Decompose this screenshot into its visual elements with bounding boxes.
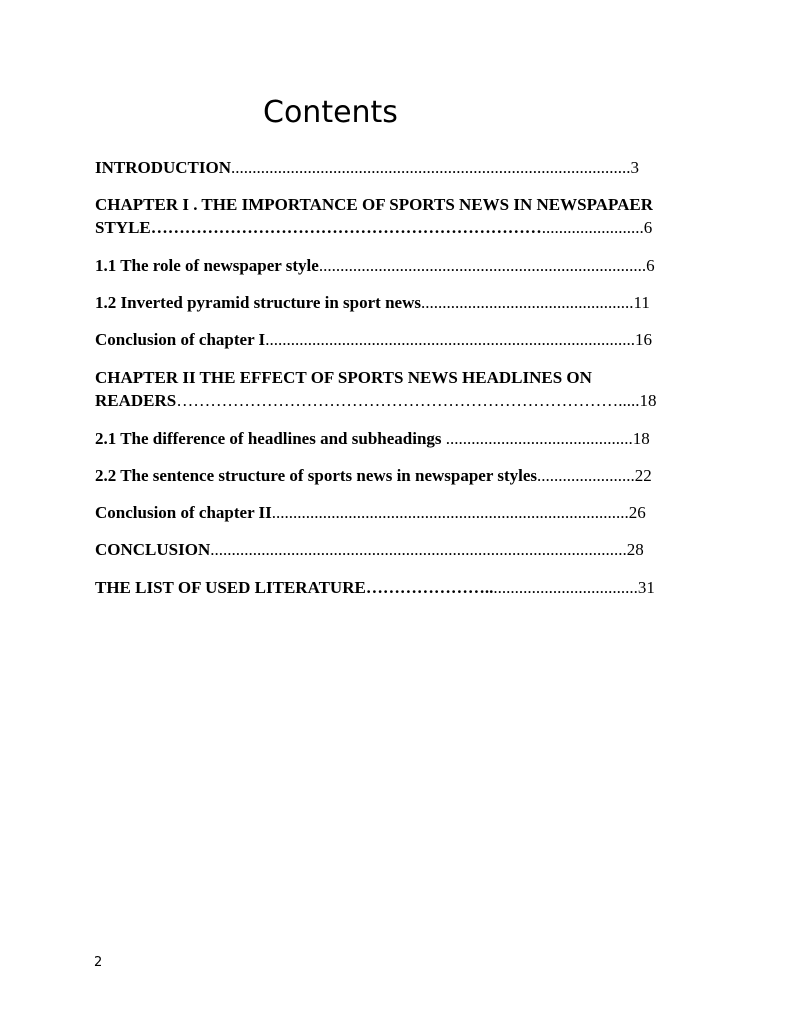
toc-leader-ellipsis: …………………..	[365, 578, 494, 597]
toc-page-number: 3	[630, 158, 640, 177]
toc-entry-label: READERS	[95, 391, 177, 410]
toc-leader-dots: .............................................................................	[318, 256, 647, 275]
toc-entry-section-2-2[interactable]	[95, 464, 652, 487]
toc-entry-literature[interactable]	[95, 576, 655, 599]
toc-entry-label: 1.1 The role of newspaper style	[95, 256, 319, 275]
toc-entry-section-2-1[interactable]	[95, 427, 650, 450]
toc-page-number: 16	[634, 330, 652, 349]
toc-entry-label: STYLE	[95, 218, 151, 237]
toc-leader-dots: ..................................................................................................	[210, 540, 627, 559]
toc-leader-dots: ....................................................................................	[271, 503, 629, 522]
toc-entry-section-1-2[interactable]	[95, 291, 650, 314]
toc-entry-label: INTRODUCTION	[95, 158, 232, 177]
toc-entry-section-1-1[interactable]	[95, 254, 655, 277]
toc-leader-dots: ..................................	[493, 578, 638, 597]
toc-entry-label: 2.1 The difference of headlines and subheadings	[95, 429, 442, 448]
toc-page-number: 31	[637, 578, 655, 597]
toc-leader-dots: ............................................	[441, 429, 633, 448]
toc-entry-label: 2.2 The sentence structure of sports news in newspaper styles	[95, 466, 537, 485]
toc-entry-introduction[interactable]	[95, 156, 639, 179]
toc-page-number: 6	[646, 256, 655, 275]
toc-page-number: 28	[626, 540, 644, 559]
page-number-footer: 2	[94, 955, 103, 970]
toc-entry-conclusion-chapter-1[interactable]	[95, 328, 652, 351]
toc-page-number: 18	[639, 391, 657, 410]
toc-page-number: 11	[633, 293, 650, 312]
toc-entry-chapter-1-line-2[interactable]	[95, 216, 652, 239]
toc-page-number: 18	[632, 429, 650, 448]
toc-entry-label: THE LIST OF USED LITERATURE	[95, 578, 366, 597]
toc-leader-dots: ..............................................................................................	[231, 158, 631, 177]
toc-entry-label: Conclusion of chapter I	[95, 330, 266, 349]
toc-leader-dots: ........................	[541, 218, 644, 237]
toc-leader-dots: .......................................................................................	[265, 330, 635, 349]
toc-page-number: 22	[634, 466, 652, 485]
toc-entry-chapter-2-line-2[interactable]	[95, 389, 657, 412]
toc-entry-label: CONCLUSION	[95, 540, 211, 559]
toc-entry-label: CHAPTER II THE EFFECT OF SPORTS NEWS HEADLINES ON	[95, 368, 592, 387]
toc-entry-label: CHAPTER I . THE IMPORTANCE OF SPORTS NEWS IN NEWSPAPAER	[95, 195, 653, 214]
toc-entry-chapter-2-line-1[interactable]	[95, 366, 592, 389]
toc-leader-dots: ..................................................	[420, 293, 634, 312]
toc-leader-ellipsis: …………………………………………………………………….....	[176, 391, 640, 410]
toc-entry-label: Conclusion of chapter II	[95, 503, 272, 522]
toc-page-number: 26	[628, 503, 646, 522]
page-title: Contents	[263, 95, 398, 130]
toc-entry-chapter-1-line-1[interactable]	[95, 193, 653, 216]
toc-page-number: 6	[643, 218, 653, 237]
toc-leader-ellipsis: ……………………………………………………………	[150, 218, 542, 237]
toc-entry-conclusion[interactable]	[95, 538, 644, 561]
toc-leader-dots: .......................	[537, 466, 635, 485]
toc-entry-conclusion-chapter-2[interactable]	[95, 501, 646, 524]
toc-entry-label: 1.2 Inverted pyramid structure in sport news	[95, 293, 421, 312]
